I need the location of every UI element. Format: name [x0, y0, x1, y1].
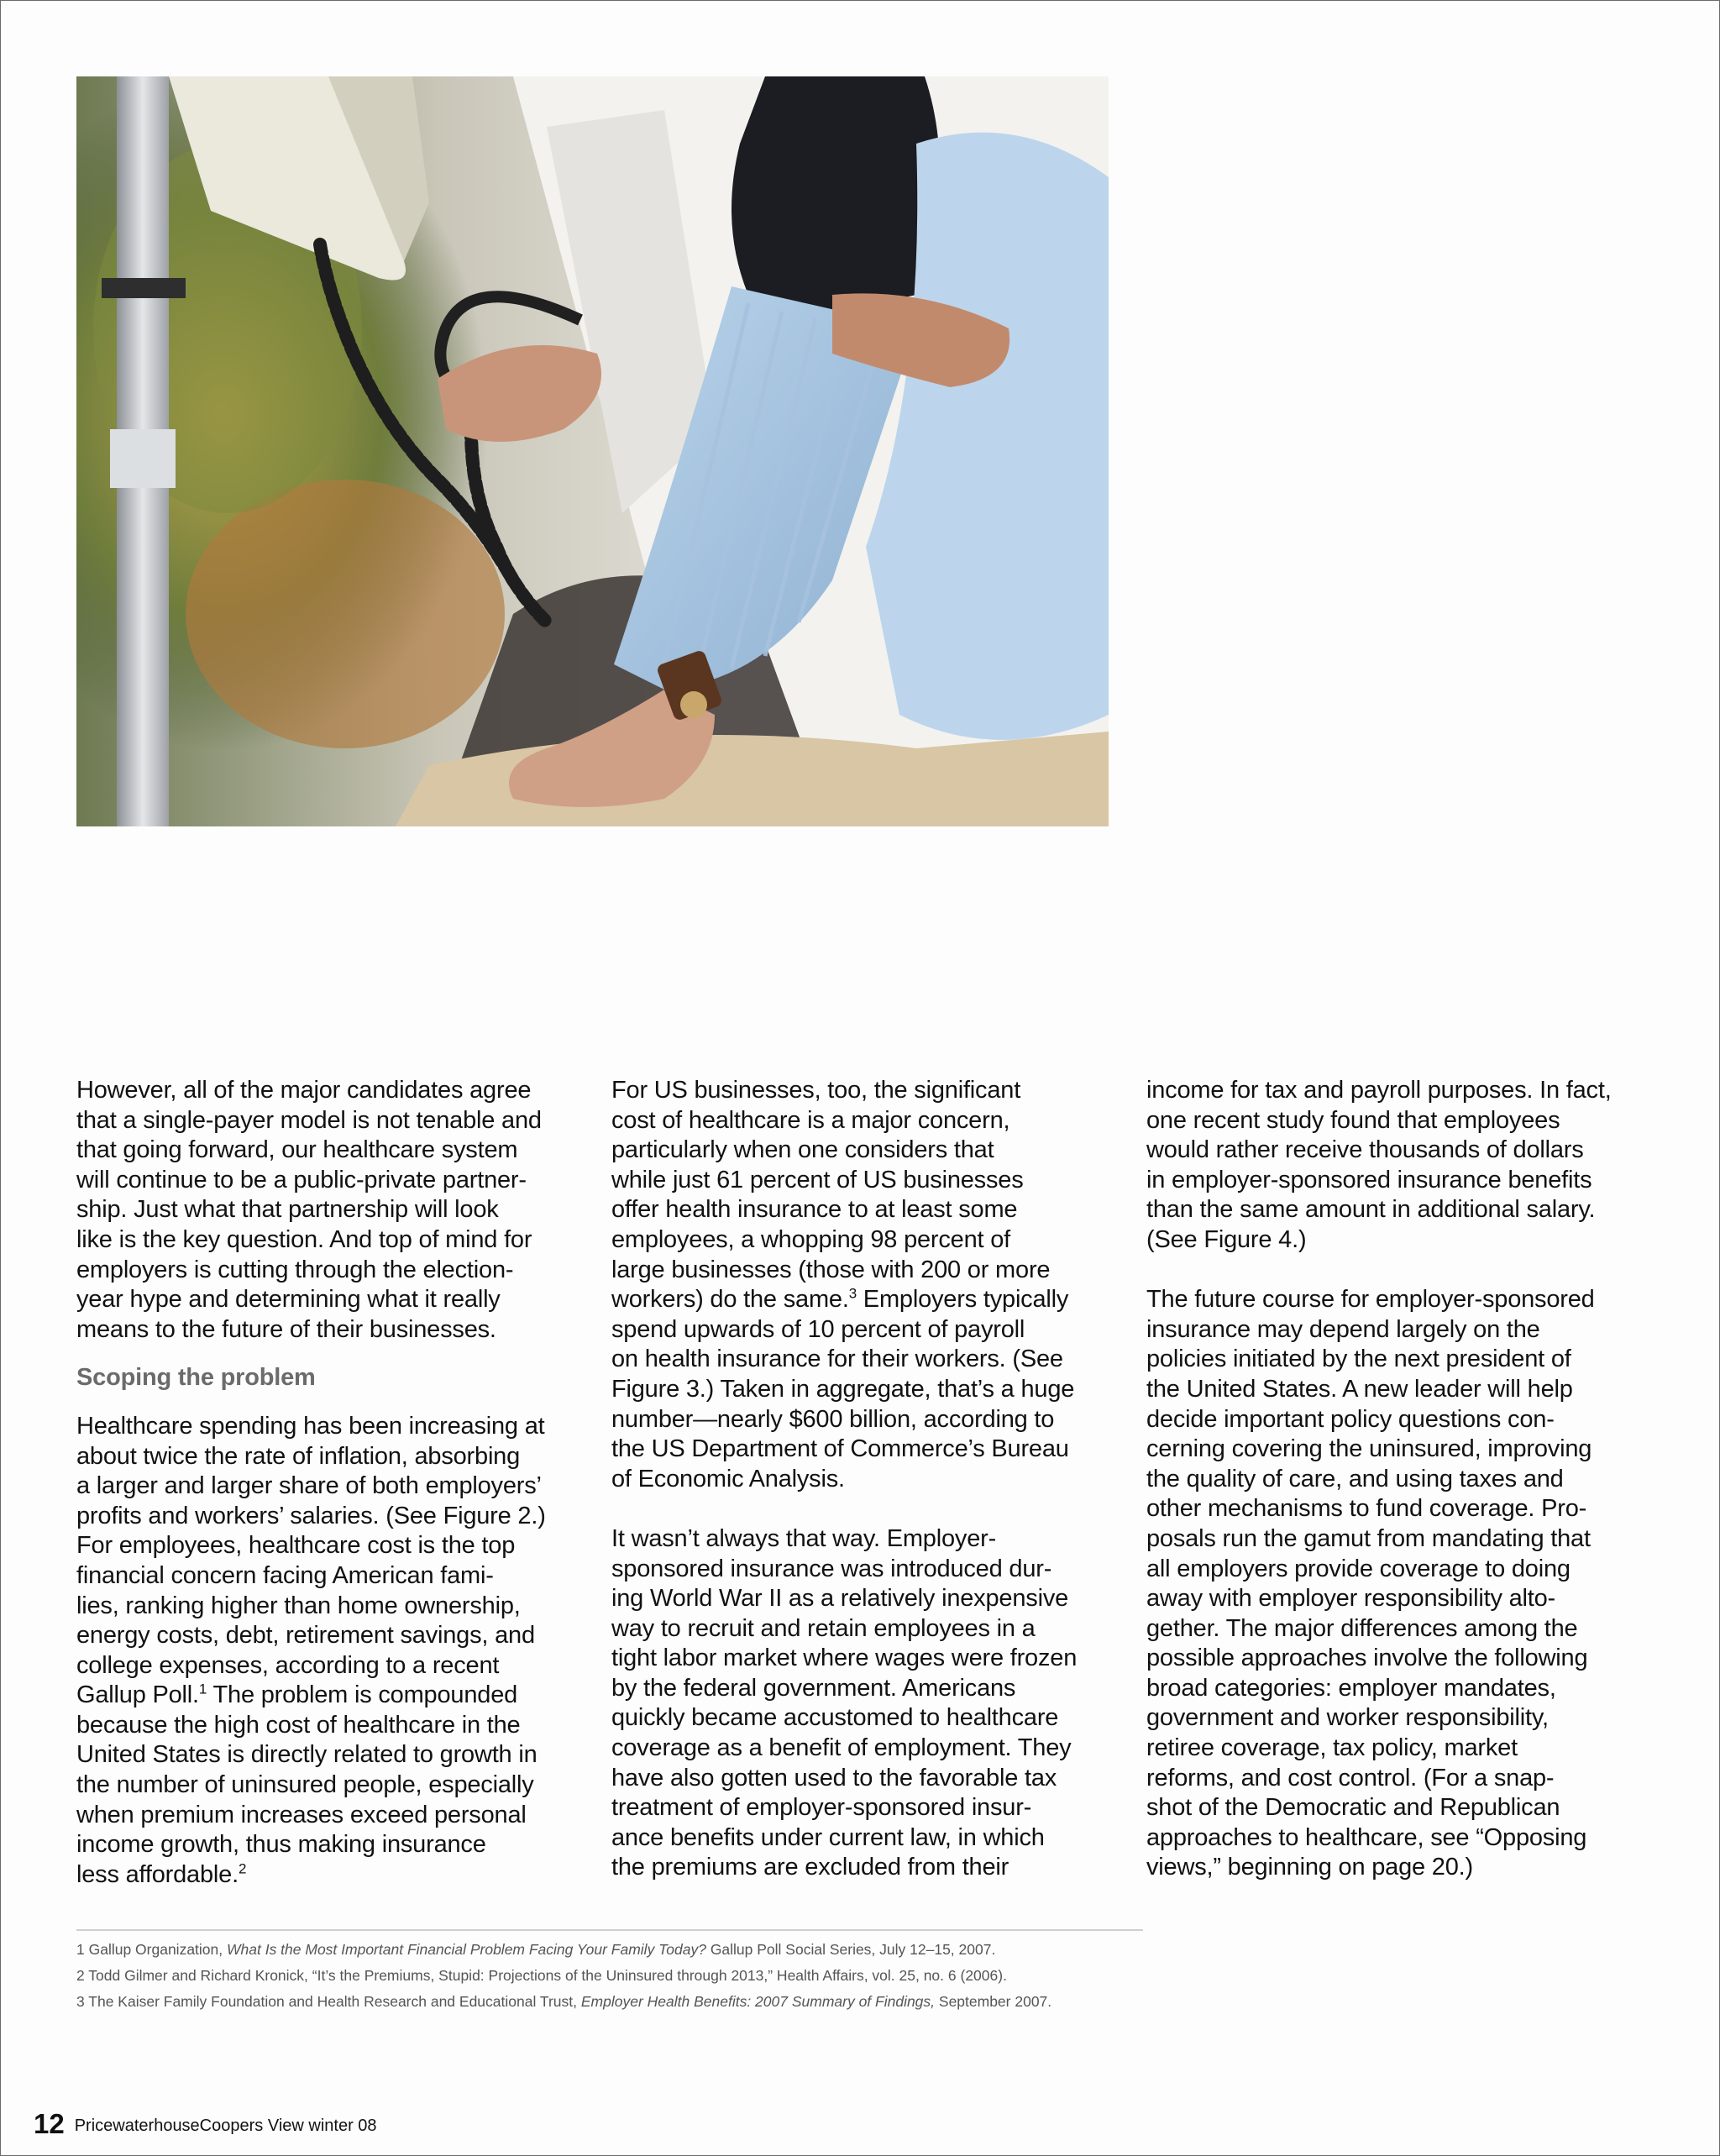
footnote-divider [76, 1929, 1143, 1931]
footnote-text: 3 The Kaiser Family Foundation and Health Research and Educational Trust, [76, 1993, 581, 2010]
footnote-text: 2 Todd Gilmer and Richard Kronick, “It’s the Premiums, Stupid: Projections of the Uninsured through 2013,” Health Affairs, vol. 25, no. 6 (2006). [76, 1967, 1007, 1984]
paragraph [611, 1076, 1124, 1494]
paragraph-text: For US businesses, too, the significant cost of healthcare is a major concern, particularly when one considers that while just 61 percent of US businesses offer health insurance to at least some employees, a whopping 98 percent of large businesses (those with 200 or more workers) do the same. [611, 1077, 1051, 1314]
footnote-title: What Is the Most Important Financial Problem Facing Your Family Today? [227, 1941, 706, 1958]
footnote-2 [76, 1963, 1051, 1989]
footnote-1 [76, 1937, 1051, 1963]
paragraph-text: The problem is compounded because the high cost of healthcare in the United States is directly related to growth in the number of uninsured people, especially when premium increases exceed personal income growth, thus making insurance less affordable. [76, 1681, 538, 1888]
paragraph-gap [611, 1494, 1124, 1524]
text-column-1 [76, 1076, 589, 1890]
text-column-2 [611, 1076, 1124, 1883]
footnote-text: September 2007. [935, 1993, 1052, 2010]
footnote-ref-2[interactable]: 2 [238, 1860, 247, 1877]
footnote-title: Employer Health Benefits: 2007 Summary of Findings, [580, 1993, 936, 2010]
paragraph-text: Employers typically spend upwards of 10 percent of payroll on health insurance for their workers. (See Figure 3.) Taken in aggregate, that’s a huge number—nearly $600 billion, according to the US Department of Commerce’s Bureau of Economic Analysis. [611, 1286, 1075, 1492]
footnote-3 [76, 1989, 1051, 2015]
paragraph [76, 1412, 589, 1891]
section-subhead: Scoping the problem [76, 1364, 316, 1392]
paragraph: income for tax and payroll purposes. In fact, one recent study found that employees would rather receive thousands of dollars in employer-sponsored insurance benefits than the same amount in additional salary. (See Figure 4.) [1146, 1077, 1612, 1253]
page-number: 12 [34, 2108, 65, 2139]
footnote-ref-3[interactable]: 3 [848, 1285, 857, 1302]
paragraph: However, all of the major candidates agree that a single-payer model is not tenable and that going forward, our healthcare system will continue to be a public-private partner- ship. Just what that partnership will look like is the key question. And top of mind for employers is cutting through the election- year hype and determining what it really means to the future of their businesses. [76, 1077, 542, 1343]
paragraph: It wasn’t always that way. Employer- sponsored insurance was introduced dur- ing World War II as a relatively inexpensive way to recruit and retain employees in a tight labor market where wages were frozen by the federal government. Americans quickly became accustomed to healthcare coverage as a benefit of employment. They have also gotten used to the favorable tax treatment of employer-sponsored insur- ance benefits under current law, in which the premiums are excluded from their [611, 1524, 1078, 1881]
footnote-text: 1 Gallup Organization, [76, 1941, 227, 1958]
footnote-ref-1[interactable]: 1 [198, 1681, 207, 1697]
paragraph-text: Healthcare spending has been increasing at about twice the rate of inflation, absorbing a larger and larger share of both employers’ profits and workers’ salaries. (See Figure 2.) For employees, healthcare cost is the top financial concern facing American fami- lies, ranking higher than home ownership, energy costs, debt, retirement savings, and college expenses, according to a recent Gallup Poll. [76, 1412, 546, 1709]
blood-pressure-photo [76, 76, 1109, 826]
publication-name: PricewaterhouseCoopers View winter 08 [74, 2117, 377, 2135]
page-folio [34, 2108, 377, 2140]
footnotes [76, 1937, 1051, 2015]
footnote-text: Gallup Poll Social Series, July 12–15, 2007. [705, 1941, 996, 1958]
text-column-3 [1146, 1076, 1650, 1883]
paragraph-gap [1146, 1256, 1650, 1286]
paragraph: The future course for employer-sponsored insurance may depend largely on the policies initiated by the next president of the United States. A new leader will help decide important policy questions con- cerning covering the uninsured, improving the quality of care, and using taxes and other mechanisms to fund coverage. Pro- posals run the gamut from mandating that all employers provide coverage to doing away with employer responsibility alto- gether. The major differences among the possible approaches involve the following broad categories: employer mandates, government and worker responsibility, retiree coverage, tax policy, market reforms, and cost control. (For a snap- shot of the Democratic and Republican approaches to healthcare, see “Opposing views,” beginning on page 20.) [1146, 1286, 1595, 1881]
